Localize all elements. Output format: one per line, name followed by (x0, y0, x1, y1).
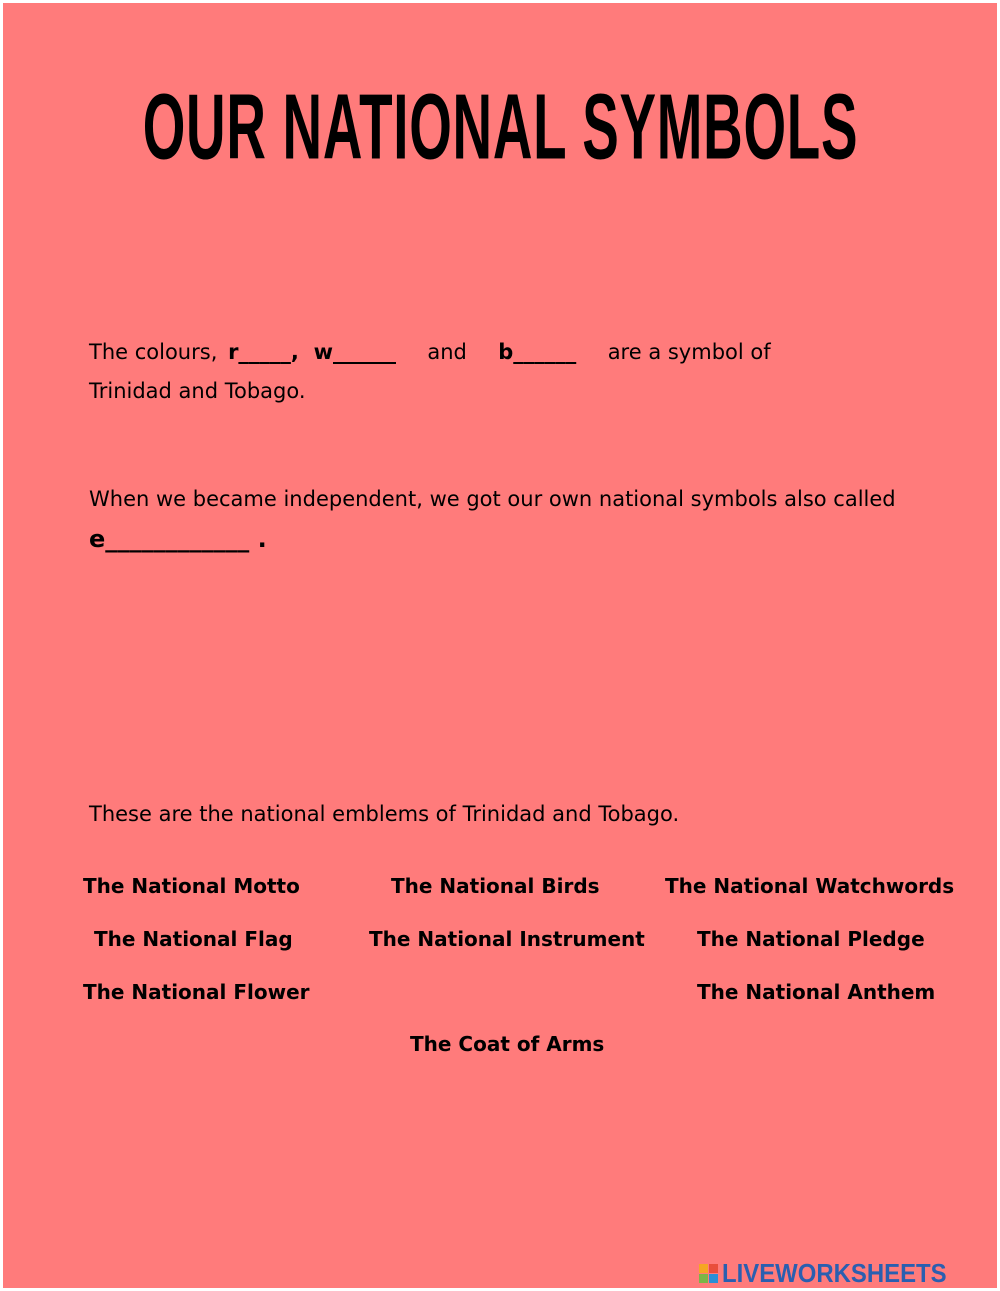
blank-black[interactable]: b______ (498, 340, 577, 364)
independence-question (89, 480, 909, 519)
colours-line2: Trinidad and Tobago. (89, 379, 306, 403)
emblem-anthem[interactable]: The National Anthem (697, 980, 936, 1004)
logo-square-e (709, 1274, 718, 1283)
colours-question (89, 333, 869, 411)
emblem-coat-of-arms[interactable]: The Coat of Arms (410, 1032, 605, 1056)
title-text: OUR NATIONAL SYMBOLS (142, 74, 858, 179)
liveworksheets-logo-text: LIVEWORKSHEETS (722, 1258, 947, 1288)
blank-emblems[interactable]: e____________ . (89, 525, 267, 553)
blank-white[interactable]: w______ (313, 340, 396, 364)
liveworksheets-logo (699, 1258, 966, 1289)
worksheet-page (3, 3, 997, 1288)
emblem-flower[interactable]: The National Flower (83, 980, 310, 1004)
emblem-watchwords[interactable]: The National Watchwords (665, 874, 955, 898)
colours-and: and (427, 340, 467, 364)
logo-square-i (709, 1264, 718, 1273)
emblem-birds[interactable]: The National Birds (391, 874, 600, 898)
logo-square-l (699, 1264, 708, 1273)
logo-square-v (699, 1274, 708, 1283)
colours-tail: are a symbol of (607, 340, 771, 364)
colours-lead: The colours, (89, 340, 218, 364)
emblem-pledge[interactable]: The National Pledge (697, 927, 925, 951)
blank-red[interactable]: r_____, (228, 340, 299, 364)
liveworksheets-logo-icon (699, 1264, 718, 1283)
emblems-intro: These are the national emblems of Trinidad and Tobago. (89, 802, 680, 826)
worksheet-title (3, 74, 997, 179)
emblem-instrument[interactable]: The National Instrument (369, 927, 645, 951)
emblem-motto[interactable]: The National Motto (83, 874, 300, 898)
independence-text: When we became independent, we got our own national symbols also called (89, 487, 896, 511)
emblem-flag[interactable]: The National Flag (94, 927, 293, 951)
